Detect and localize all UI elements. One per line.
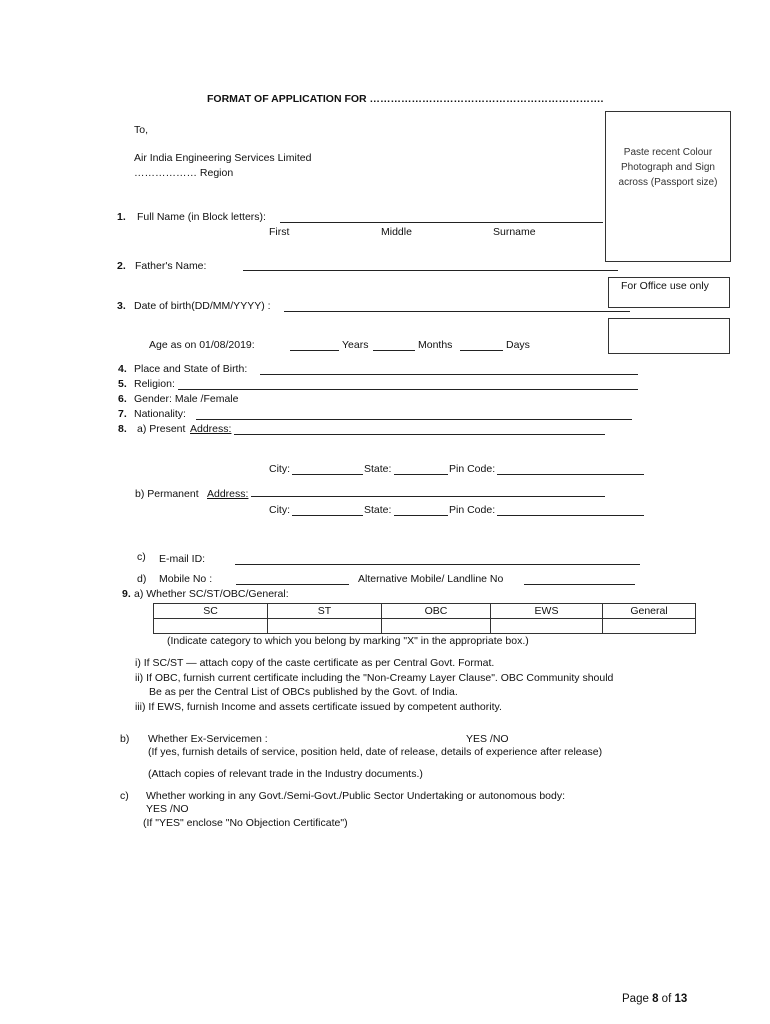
page-word: Page (622, 993, 649, 1005)
alt-mobile-label: Alternative Mobile/ Landline No (358, 573, 504, 585)
category-mark-row[interactable] (154, 619, 696, 634)
govt-employment-yes-no[interactable]: YES /NO (146, 803, 189, 815)
age-years-field[interactable] (290, 350, 339, 351)
dob-field[interactable] (284, 311, 630, 312)
category-header-row (154, 604, 696, 619)
photo-box[interactable] (605, 111, 731, 262)
note-obc: ii) If OBC, furnish current certificate including the "Non-Creamy Layer Clause". OBC Community should (135, 672, 614, 684)
present-address-field[interactable] (234, 434, 605, 435)
noc-note: (If "YES" enclose "No Objection Certificate") (143, 817, 348, 829)
field-6-number: 6. (118, 393, 127, 405)
note-ews: iii) If EWS, furnish Income and assets certificate issued by competent authority. (135, 701, 502, 713)
present-pin-label: Pin Code: (449, 463, 496, 475)
place-of-birth-label: Place and State of Birth: (134, 363, 248, 375)
nationality-label: Nationality: (134, 408, 186, 420)
nationality-field[interactable] (196, 419, 632, 420)
full-name-label: Full Name (in Block letters): (137, 211, 266, 223)
attach-documents-note: (Attach copies of relevant trade in the Industry documents.) (148, 768, 423, 780)
govt-employment-label: Whether working in any Govt./Semi-Govt./Public Sector Undertaking or autonomous body: (146, 790, 566, 802)
age-days-label: Days (506, 339, 530, 351)
surname-caption: Surname (493, 226, 536, 238)
present-address-prefix: a) Present (137, 423, 186, 435)
category-header-ews: EWS (491, 604, 603, 619)
middle-name-caption: Middle (381, 226, 412, 238)
page-title: FORMAT OF APPLICATION FOR …………………………………………………………. (207, 93, 604, 105)
present-address-label: Address: (190, 423, 232, 435)
photo-instruction-3: across (Passport size) (618, 177, 718, 188)
field-7-number: 7. (118, 408, 127, 420)
office-use-label: For Office use only (621, 280, 709, 292)
category-mark-ews[interactable] (491, 619, 603, 634)
field-5-number: 5. (118, 378, 127, 390)
present-pin-field[interactable] (497, 474, 644, 475)
note-sc-st: i) If SC/ST — attach copy of the caste certificate as per Central Govt. Format. (135, 657, 495, 669)
religion-field[interactable] (178, 389, 638, 390)
permanent-pin-field[interactable] (497, 515, 644, 516)
photo-instruction-2: Photograph and Sign (621, 162, 715, 173)
page-of-word: of (661, 993, 672, 1005)
present-city-label: City: (269, 463, 290, 475)
email-marker: c) (137, 551, 146, 563)
email-label: E-mail ID: (159, 553, 206, 565)
present-state-label: State: (364, 463, 392, 475)
page-number (622, 993, 687, 1005)
full-name-field[interactable] (280, 222, 603, 223)
fathers-name-field[interactable] (243, 270, 618, 271)
category-header-obc: OBC (382, 604, 491, 619)
ex-servicemen-details: (If yes, furnish details of service, position held, date of release, details of experience after release) (148, 746, 603, 758)
permanent-city-label: City: (269, 504, 290, 516)
present-state-field[interactable] (394, 474, 448, 475)
field-2-number: 2. (117, 260, 126, 272)
field-8-number: 8. (118, 423, 127, 435)
category-header-st: ST (268, 604, 382, 619)
category-header-sc: SC (154, 604, 268, 619)
govt-employment-marker: c) (120, 790, 129, 802)
permanent-state-field[interactable] (394, 515, 448, 516)
field-3-number: 3. (117, 300, 126, 312)
office-use-box (608, 277, 730, 308)
first-name-caption: First (269, 226, 290, 238)
religion-label: Religion: (134, 378, 175, 390)
age-days-field[interactable] (460, 350, 503, 351)
page-current: 8 (652, 993, 659, 1005)
category-mark-obc[interactable] (382, 619, 491, 634)
age-months-label: Months (418, 339, 453, 351)
permanent-address-field[interactable] (251, 496, 605, 497)
category-label: a) Whether SC/ST/OBC/General: (134, 588, 289, 600)
ex-servicemen-yes-no[interactable]: YES /NO (466, 733, 509, 745)
ex-servicemen-label: Whether Ex-Servicemen : (148, 733, 268, 745)
category-header-general: General (603, 604, 696, 619)
office-use-field (608, 318, 730, 354)
photo-instruction-1: Paste recent Colour (623, 147, 713, 158)
mobile-marker: d) (137, 573, 147, 585)
category-mark-general[interactable] (603, 619, 696, 634)
age-years-label: Years (342, 339, 369, 351)
category-mark-sc[interactable] (154, 619, 268, 634)
mobile-field[interactable] (236, 584, 349, 585)
field-1-number: 1. (117, 211, 126, 223)
permanent-address-label: Address: (207, 488, 249, 500)
gender-label: Gender: Male /Female (134, 393, 239, 405)
email-field[interactable] (235, 564, 640, 565)
organization-name: Air India Engineering Services Limited (134, 152, 312, 164)
age-months-field[interactable] (373, 350, 415, 351)
category-instruction: (Indicate category to which you belong by marking "X" in the appropriate box.) (167, 635, 529, 647)
mobile-label: Mobile No : (159, 573, 213, 585)
region-line: ……………… Region (134, 167, 234, 179)
present-city-field[interactable] (292, 474, 363, 475)
alt-mobile-field[interactable] (524, 584, 635, 585)
place-of-birth-field[interactable] (260, 374, 638, 375)
category-mark-st[interactable] (268, 619, 382, 634)
salutation: To, (134, 124, 149, 136)
note-obc-continued: Be as per the Central List of OBCs published by the Govt. of India. (149, 686, 458, 698)
age-label: Age as on 01/08/2019: (149, 339, 255, 351)
fathers-name-label: Father's Name: (135, 260, 207, 272)
field-4-number: 4. (118, 363, 127, 375)
field-9-number: 9. (122, 588, 131, 600)
permanent-state-label: State: (364, 504, 392, 516)
permanent-city-field[interactable] (292, 515, 363, 516)
permanent-address-prefix: b) Permanent (135, 488, 199, 500)
permanent-pin-label: Pin Code: (449, 504, 496, 516)
category-table (153, 603, 696, 634)
dob-label: Date of birth(DD/MM/YYYY) : (134, 300, 271, 312)
ex-servicemen-marker: b) (120, 733, 130, 745)
page-total: 13 (674, 993, 688, 1005)
